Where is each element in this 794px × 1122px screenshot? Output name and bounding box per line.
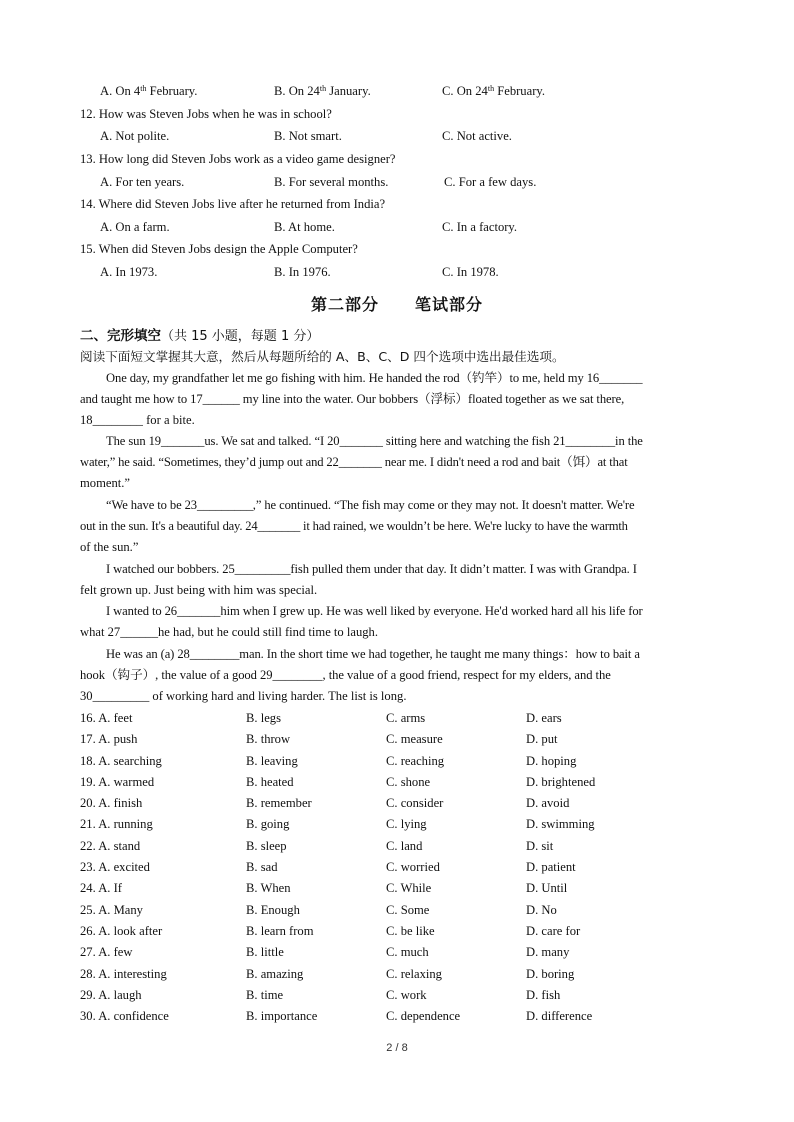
option-a: 25. A. Many	[80, 902, 143, 917]
option-a: 18. A. searching	[80, 753, 162, 768]
option-d: D. boring	[526, 966, 575, 981]
passage-line: I watched our bobbers. 25_________fish pulled them under that day. It didn’t matter. I was with Grandpa. I	[106, 562, 637, 576]
option-row	[80, 814, 720, 835]
option-d: D. brightened	[526, 774, 596, 789]
option-a: 23. A. excited	[80, 860, 150, 875]
passage-line: water,” he said. “Sometimes, they’d jump out and 22_______ near me. I didn't need a rod and bait（饵）at that	[80, 455, 628, 469]
page-number: 2 / 8	[386, 1042, 408, 1054]
option-b: B. In 1976.	[274, 265, 331, 279]
option-a: 20. A. finish	[80, 796, 143, 811]
option-a: A. In 1973.	[100, 265, 158, 279]
passage-line: One day, my grandfather let me go fishing with him. He handed the rod（钓竿）to me, held my 16_______	[106, 371, 643, 385]
option-b: B. When	[246, 881, 291, 896]
option-c: C. For a few days.	[444, 175, 537, 189]
option-b: B. Enough	[246, 902, 300, 917]
option-b: B. For several months.	[274, 175, 389, 189]
option-b: B. remember	[246, 796, 312, 811]
option-c: C. worried	[386, 860, 440, 875]
section-part: 第二部分	[310, 295, 379, 314]
option-c: C. arms	[386, 711, 426, 725]
passage-line: what 27______he had, but he could still find time to laugh.	[80, 625, 379, 639]
cloze-heading-sub: （共 15 小题，每题 1 分）	[161, 329, 320, 344]
option-row	[80, 942, 720, 963]
option-row	[80, 900, 720, 921]
option-a: A. Not polite.	[100, 129, 170, 143]
option-c: C. work	[386, 987, 427, 1002]
option-b: B. importance	[246, 1009, 318, 1024]
option-d: D. sit	[526, 838, 554, 853]
passage-line: moment.”	[80, 476, 131, 490]
option-d: D. patient	[526, 860, 576, 875]
option-a: 16. A. feet	[80, 711, 133, 725]
option-row	[80, 772, 720, 793]
option-row	[80, 751, 720, 772]
option-b: B. Not smart.	[274, 129, 342, 143]
option-c: C. be like	[386, 923, 435, 938]
option-c: C. reaching	[386, 753, 445, 768]
option-a: 27. A. few	[80, 945, 133, 960]
option-c: C. Some	[386, 902, 430, 917]
option-a: 19. A. warmed	[80, 774, 155, 789]
option-c: C. While	[386, 881, 432, 896]
passage-line: felt grown up. Just being with him was special.	[80, 583, 318, 597]
option-b: B. legs	[246, 711, 281, 725]
option-d: D. difference	[526, 1009, 593, 1024]
question-12: 12. How was Steven Jobs when he was in school?	[80, 107, 332, 121]
option-b: B. heated	[246, 774, 294, 789]
option-a: 28. A. interesting	[80, 966, 167, 981]
option-row	[80, 985, 720, 1006]
option-a: 24. A. If	[80, 881, 122, 896]
section-name: 笔试部分	[415, 295, 484, 314]
option-c: C. Not active.	[442, 129, 512, 143]
option-d: D. care for	[526, 923, 581, 938]
option-d: D. ears	[526, 711, 562, 725]
option-d: D. many	[526, 945, 570, 960]
option-d: D. Until	[526, 881, 568, 896]
option-d: D. swimming	[526, 817, 595, 832]
option-row	[80, 708, 720, 729]
option-row	[80, 964, 720, 985]
option-a: 30. A. confidence	[80, 1009, 169, 1024]
option-row	[80, 878, 720, 899]
option-b: B. going	[246, 817, 290, 832]
option-row	[80, 921, 720, 942]
option-a: A. On 4th February.	[100, 84, 198, 98]
option-d: D. hoping	[526, 753, 577, 768]
question-15: 15. When did Steven Jobs design the Apple Computer?	[80, 242, 358, 256]
option-b: B. learn from	[246, 923, 314, 938]
passage-line: 18________ for a bite.	[80, 413, 195, 427]
option-b: B. little	[246, 945, 284, 960]
section-title	[0, 292, 794, 315]
option-b: B. time	[246, 987, 284, 1002]
option-c: C. In a factory.	[442, 220, 518, 234]
option-c: C. In 1978.	[442, 265, 499, 279]
option-c: C. land	[386, 838, 423, 853]
option-d: D. No	[526, 902, 557, 917]
passage-line: hook（钩子）, the value of a good 29________, the value of a good friend, respect for my elders, and the	[80, 668, 611, 682]
passage-line: The sun 19_______us. We sat and talked. “I 20_______ sitting here and watching the fish 21________in the	[106, 434, 643, 448]
option-d: D. fish	[526, 987, 561, 1002]
passage-line: of the sun.”	[80, 540, 139, 554]
option-c: C. dependence	[386, 1009, 461, 1024]
option-a: A. On a farm.	[100, 220, 170, 234]
option-c: C. much	[386, 945, 429, 960]
option-a: 29. A. laugh	[80, 987, 142, 1002]
option-a: 21. A. running	[80, 817, 153, 832]
cloze-options	[80, 708, 720, 1027]
option-a: A. For ten years.	[100, 175, 185, 189]
option-row	[80, 1006, 720, 1027]
option-b: B. On 24th January.	[274, 84, 371, 98]
option-c: C. shone	[386, 774, 431, 789]
question-15-options	[80, 263, 716, 281]
option-b: B. sad	[246, 860, 278, 875]
question-14: 14. Where did Steven Jobs live after he returned from India?	[80, 197, 386, 211]
option-row	[80, 836, 720, 857]
question-13: 13. How long did Steven Jobs work as a video game designer?	[80, 152, 396, 166]
option-c: C. On 24th February.	[442, 84, 546, 98]
option-a: 26. A. look after	[80, 923, 163, 938]
option-d: D. avoid	[526, 796, 570, 811]
question-12-options	[80, 127, 716, 145]
option-row	[80, 793, 720, 814]
passage-line: “We have to be 23_________,” he continued. “The fish may come or they may not. It doesn't matter. We're	[106, 498, 635, 512]
passage-line: and taught me how to 17______ my line into the water. Our bobbers（浮标）floated together as we sat there,	[80, 392, 625, 406]
passage-line: He was an (a) 28________man. In the short time we had together, he taught me many things：how to bait a	[106, 647, 640, 661]
cloze-heading-text: 二、完形填空	[80, 328, 161, 344]
cloze-heading	[80, 324, 319, 344]
question-11-options	[80, 82, 716, 100]
option-d: D. put	[526, 732, 558, 747]
passage-line: out in the sun. It's a beautiful day. 24_______ it had rained, we wouldn’t be here. We're lucky to have the warmth	[80, 519, 628, 533]
question-13-options	[80, 173, 716, 191]
passage-line: I wanted to 26_______him when I grew up. He was well liked by everyone. He'd worked hard all his life for	[106, 604, 643, 618]
option-c: C. consider	[386, 796, 444, 811]
option-b: B. sleep	[246, 838, 287, 853]
option-b: B. leaving	[246, 753, 298, 768]
option-b: B. throw	[246, 732, 291, 747]
option-c: C. measure	[386, 732, 443, 747]
option-row	[80, 857, 720, 878]
option-b: B. amazing	[246, 966, 304, 981]
option-a: 17. A. push	[80, 732, 138, 747]
passage-line: 30_________ of working hard and living harder. The list is long.	[80, 689, 407, 703]
option-a: 22. A. stand	[80, 838, 141, 853]
option-row	[80, 729, 720, 750]
option-c: C. lying	[386, 817, 427, 832]
question-14-options	[80, 218, 716, 236]
cloze-instruction: 阅读下面短文掌握其大意，然后从每题所给的 A、B、C、D 四个选项中选出最佳选项。	[80, 349, 565, 364]
option-c: C. relaxing	[386, 966, 442, 981]
option-b: B. At home.	[274, 220, 335, 234]
